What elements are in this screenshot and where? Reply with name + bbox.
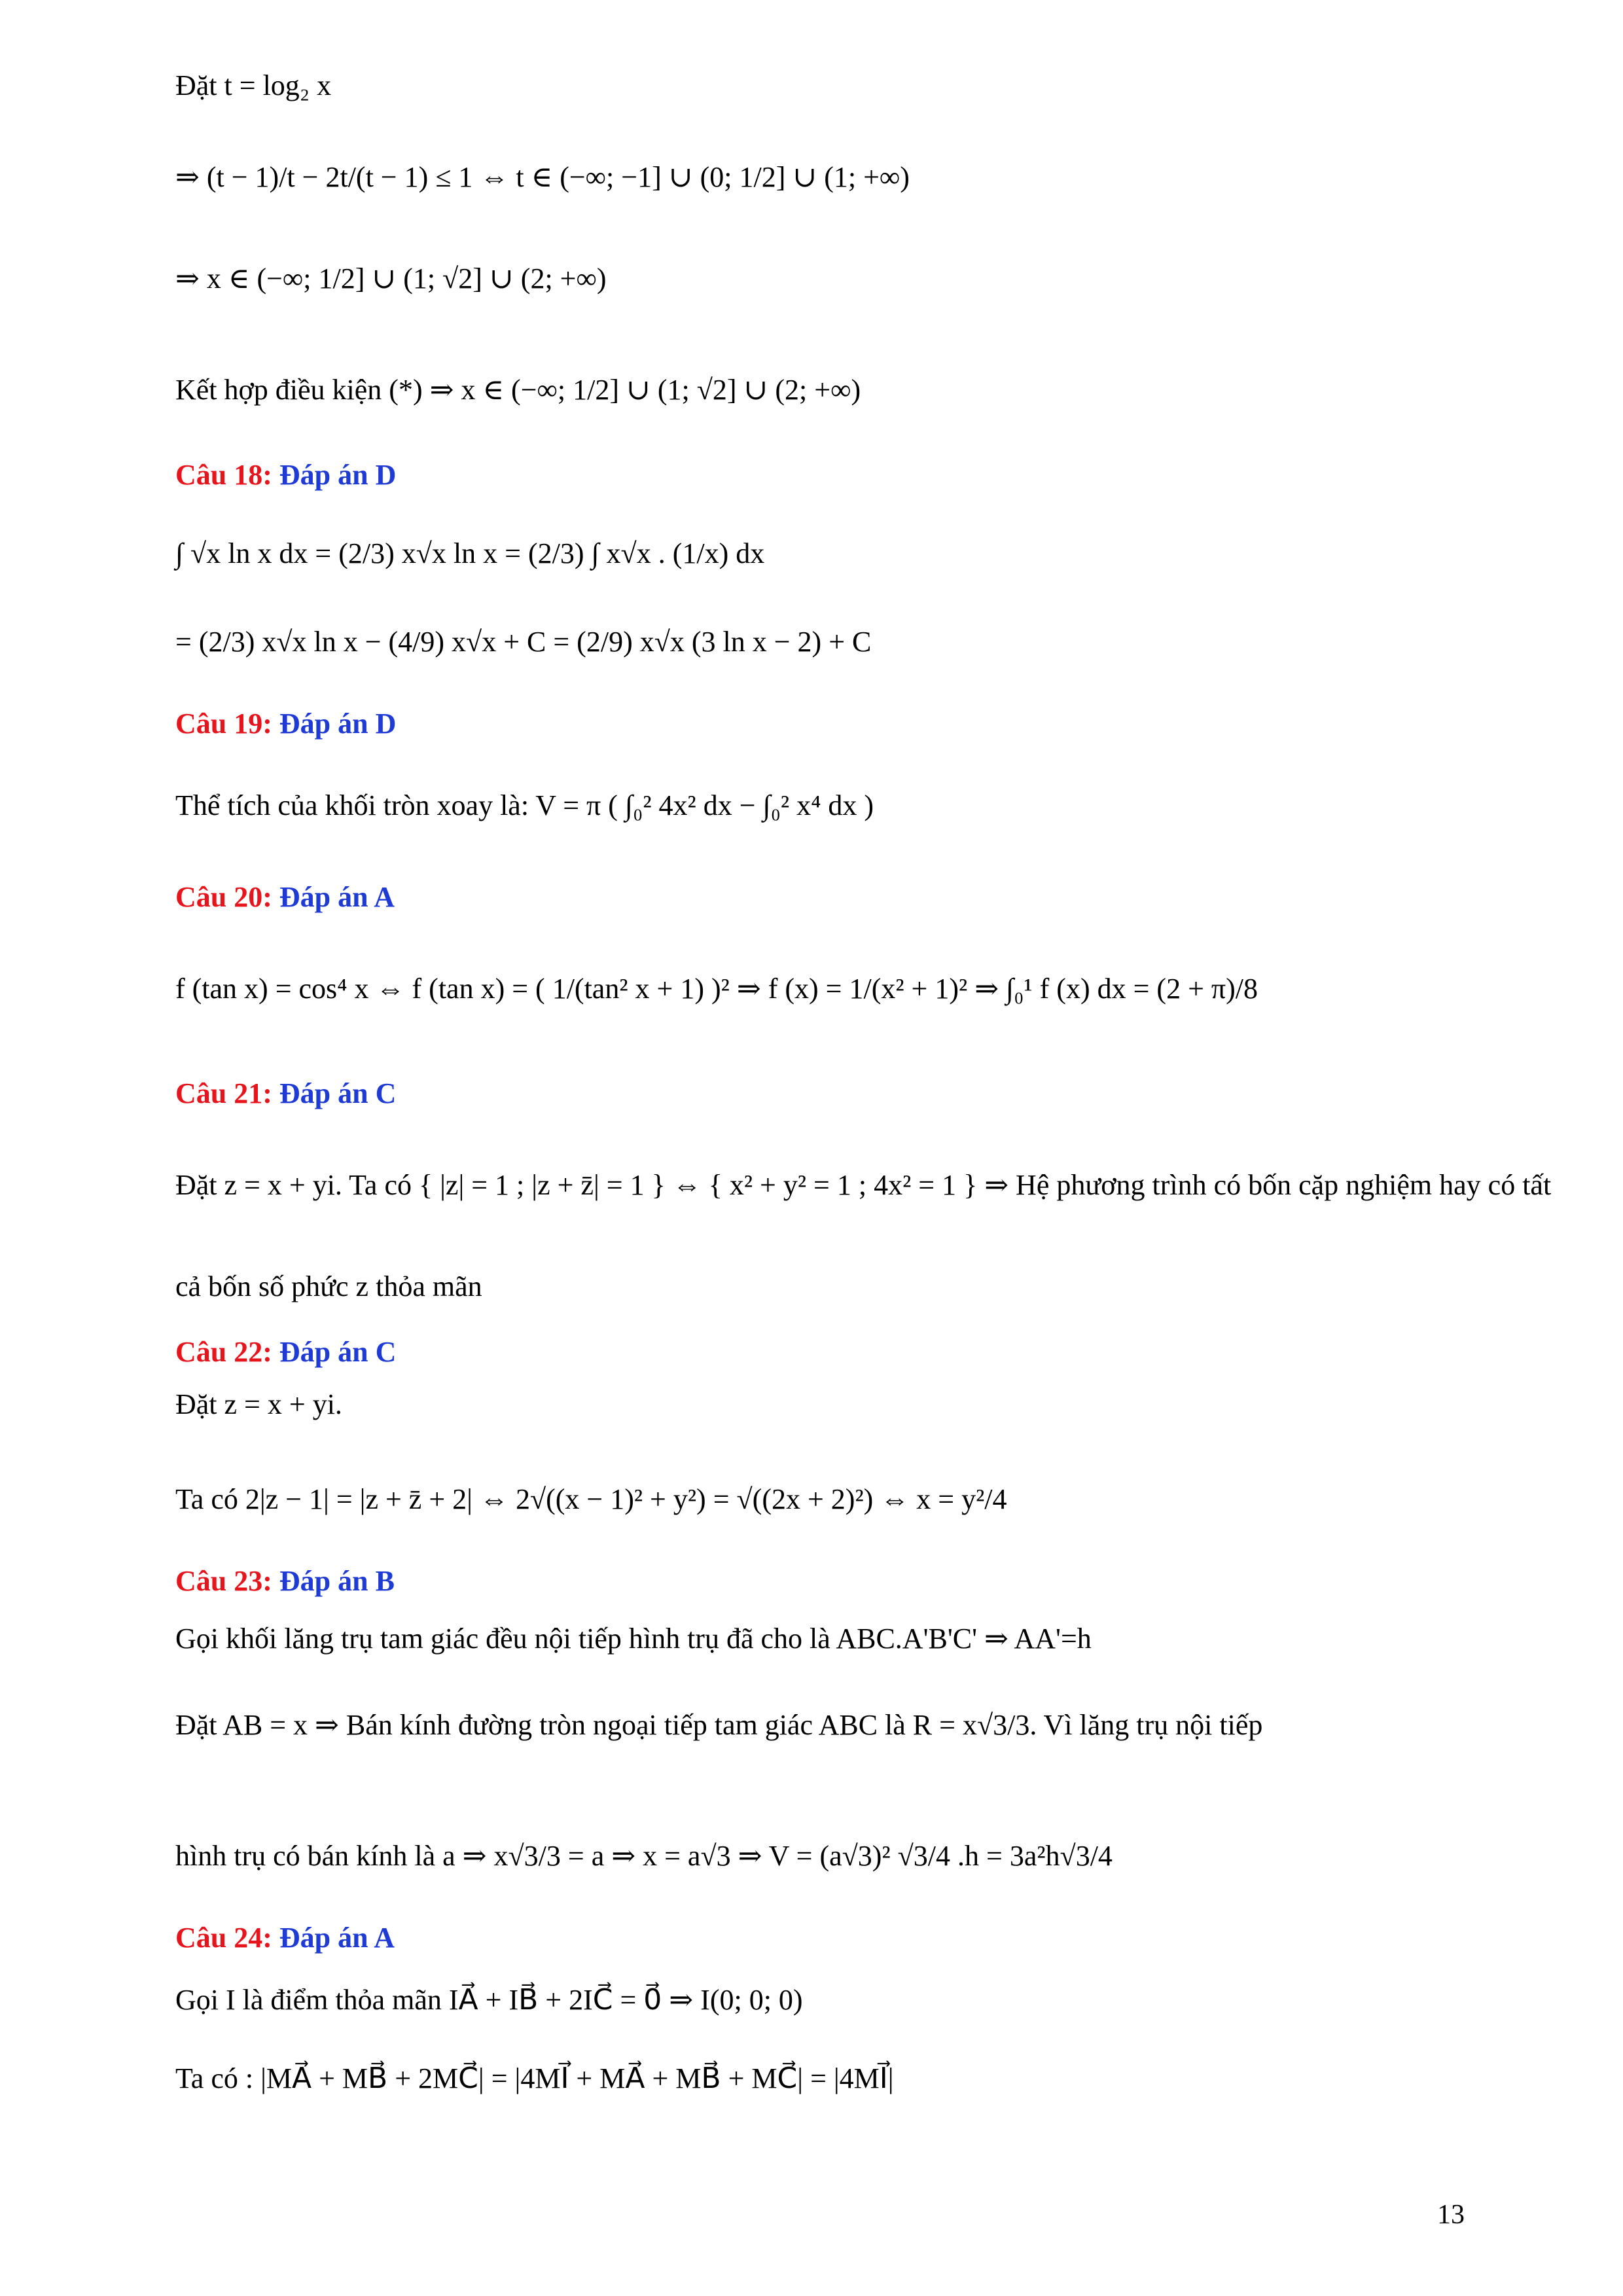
solution-line-modulus-equation: Ta có 2|z − 1| = |z + z̄ + 2| ⇔ 2√((x − 1)² + y²) = √((2x + 2)²) ⇔ x = y²/4 — [175, 1483, 1007, 1515]
solution-line-circumradius: Đặt AB = x ⇒ Bán kính đường tròn ngoại tiếp tam giác ABC là R = x√3/3. Vì lăng trụ nội tiếp — [175, 1709, 1263, 1741]
solution-line-inequality: ⇒ (t − 1)/t − 2t/(t − 1) ≤ 1 ⇔ t ∈ (−∞; −1] ∪ (0; 1/2] ∪ (1; +∞) — [175, 161, 910, 193]
question-label: Câu 24: — [175, 1922, 272, 1954]
question-22-heading — [175, 1335, 396, 1369]
question-label: Câu 23: — [175, 1565, 272, 1597]
solution-line-volume-result: hình trụ có bán kính là a ⇒ x√3/3 = a ⇒ x = a√3 ⇒ V = (a√3)² √3/4 .h = 3a²h√3/4 — [175, 1840, 1113, 1872]
solution-line-complex-system: Đặt z = x + yi. Ta có { |z| = 1 ; |z + z̄| = 1 } ⇔ { x² + y² = 1 ; 4x² = 1 } ⇒ Hệ phương trình có bốn cặp nghiệm hay có tất — [175, 1169, 1552, 1201]
answer-label: Đáp án A — [279, 1922, 395, 1954]
solution-line-integral-result: = (2/3) x√x ln x − (4/9) x√x + C = (2/9) x√x (3 ln x − 2) + C — [175, 626, 872, 658]
question-label: Câu 19: — [175, 708, 272, 740]
question-21-heading — [175, 1077, 396, 1110]
solution-line-x-range: ⇒ x ∈ (−∞; 1/2] ∪ (1; √2] ∪ (2; +∞) — [175, 262, 607, 295]
question-20-heading — [175, 880, 395, 914]
solution-line-conclusion: cả bốn số phức z thỏa mãn — [175, 1270, 482, 1302]
question-24-heading — [175, 1921, 395, 1954]
solution-line-vector-sum: Ta có : |MA⃗ + MB⃗ + 2MC⃗| = |4MI⃗ + MA⃗ + MB⃗ + MC⃗| = |4MI⃗| — [175, 2062, 894, 2094]
solution-line-volume: Thể tích của khối tròn xoay là: V = π ( ∫₀² 4x² dx − ∫₀² x⁴ dx ) — [175, 789, 874, 821]
answer-label: Đáp án A — [279, 881, 395, 913]
answer-label: Đáp án B — [279, 1565, 395, 1597]
solution-line-complex-setup: Đặt z = x + yi. — [175, 1388, 342, 1420]
page-number: 13 — [1437, 2200, 1465, 2230]
question-label: Câu 20: — [175, 881, 272, 913]
answer-label: Đáp án C — [279, 1336, 397, 1368]
question-19-heading — [175, 707, 396, 740]
question-18-heading — [175, 458, 396, 492]
answer-label: Đáp án D — [279, 708, 397, 740]
question-label: Câu 22: — [175, 1336, 272, 1368]
question-label: Câu 18: — [175, 459, 272, 491]
solution-line-combine-condition: Kết hợp điều kiện (*) ⇒ x ∈ (−∞; 1/2] ∪ (1; √2] ∪ (2; +∞) — [175, 374, 861, 406]
solution-line-point-i: Gọi I là điểm thỏa mãn IA⃗ + IB⃗ + 2IC⃗ = 0⃗ ⇒ I(0; 0; 0) — [175, 1984, 803, 2016]
answer-label: Đáp án D — [279, 459, 397, 491]
answer-label: Đáp án C — [279, 1077, 397, 1109]
solution-line-substitution: Đặt t = log₂ x — [175, 69, 332, 101]
solution-line-prism: Gọi khối lăng trụ tam giác đều nội tiếp hình trụ đã cho là ABC.A'B'C' ⇒ AA'=h — [175, 1623, 1092, 1655]
solution-line-integral: ∫ √x ln x dx = (2/3) x√x ln x = (2/3) ∫ x√x . (1/x) dx — [175, 537, 765, 569]
solution-line-function: f (tan x) = cos⁴ x ⇔ f (tan x) = ( 1/(tan² x + 1) )² ⇒ f (x) = 1/(x² + 1)² ⇒ ∫₀¹ f (x) dx = (2 + π)/8 — [175, 973, 1258, 1005]
question-label: Câu 21: — [175, 1077, 272, 1109]
question-23-heading — [175, 1564, 395, 1598]
